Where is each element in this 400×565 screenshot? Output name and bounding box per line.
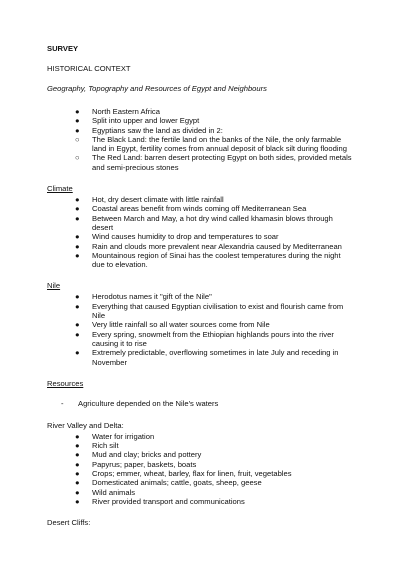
bullet-marker: ● [75, 450, 80, 460]
list-item [47, 116, 354, 125]
list-item [47, 330, 354, 349]
list-item [47, 450, 354, 459]
list-item-text: The Black Land: the fertile land on the banks of the Nile, the only farmable land in Egypt, fertility comes from annual deposit of black silt during flooding [92, 134, 347, 154]
bullet-marker: ● [75, 441, 80, 451]
bullet-marker: ● [75, 116, 80, 126]
list-item-text: Between March and May, a hot dry wind called khamasin blows through desert [92, 213, 333, 232]
list-item [47, 232, 354, 241]
bullet-marker: ● [75, 478, 80, 488]
bullet-marker: ● [75, 320, 80, 330]
bullet-marker: ● [75, 348, 80, 358]
resources-heading: Resources [47, 378, 84, 388]
list-item-text: Domesticated animals; cattle, goats, sheep, geese [92, 478, 262, 488]
list-item-text: River provided transport and communications [92, 496, 245, 506]
bullet-marker: ● [75, 213, 80, 223]
list-item [47, 348, 354, 367]
list-item [47, 320, 354, 329]
dash-item-text: Agriculture depended on the Nile's waters [78, 398, 219, 408]
list-item-text: Mountainous region of Sinai has the coolest temperatures during the night due to elevation. [92, 250, 341, 270]
list-item [47, 292, 354, 301]
list-item [47, 441, 354, 450]
bullet-marker: ● [75, 241, 80, 251]
list-item [47, 497, 354, 506]
section-heading-geography: Geography, Topography and Resources of Egypt and Neighbours [47, 84, 267, 93]
list-item [47, 107, 354, 116]
list-item [47, 135, 354, 154]
bullet-marker: ○ [75, 153, 80, 163]
page-subtitle: HISTORICAL CONTEXT [47, 64, 131, 73]
list-item-text: Everything that caused Egyptian civilisation to exist and flourish came from Nile [92, 301, 344, 321]
list-item [47, 204, 354, 213]
bullet-marker: ● [75, 204, 80, 214]
list-item-text: Egyptians saw the land as divided in 2: [92, 125, 223, 135]
nile-heading: Nile [47, 281, 61, 291]
bullet-marker: ● [75, 195, 80, 205]
list-item-text: Rain and clouds more prevalent near Alexandria caused by Mediterranean [92, 241, 342, 251]
list-item [47, 488, 354, 497]
desert-cliffs-heading: Desert Cliffs: [47, 518, 91, 528]
list-item-text: Extremely predictable, overflowing sometimes in late July and receding in November [92, 348, 339, 367]
list-item-text: The Red Land: barren desert protecting Egypt on both sides, provided metals and semi-precious stones [92, 153, 352, 172]
dash-marker: - [61, 398, 64, 408]
bullet-marker: ● [75, 250, 80, 260]
bullet-marker: ● [75, 232, 80, 242]
bullet-marker: ● [75, 487, 80, 497]
bullet-marker: ● [75, 301, 80, 311]
list-item [47, 195, 354, 204]
bullet-marker: ● [75, 292, 80, 302]
list-item [47, 478, 354, 487]
bullet-marker: ● [75, 329, 80, 339]
bullet-marker: ● [75, 496, 80, 506]
list-item [47, 153, 354, 172]
list-item-text: Wild animals [92, 487, 136, 497]
bullet-marker: ● [75, 459, 80, 469]
river-valley-list [47, 432, 354, 506]
list-item-text: Rich silt [92, 441, 119, 451]
page-title: SURVEY [47, 44, 79, 53]
list-item [47, 432, 354, 441]
list-item [47, 126, 354, 135]
list-item-text: Papyrus; paper, baskets, boats [92, 459, 197, 469]
bullet-marker: ● [75, 469, 80, 479]
list-item [47, 242, 354, 251]
list-item [47, 302, 354, 321]
bullet-marker: ● [75, 431, 80, 441]
list-item-text: Coastal areas benefit from winds coming off Mediterranean Sea [92, 204, 307, 214]
list-item [47, 460, 354, 469]
climate-heading: Climate [47, 184, 73, 194]
bullet-marker: ● [75, 107, 80, 116]
list-item-text: Mud and clay; bricks and pottery [92, 450, 202, 460]
resources-dash-item [47, 399, 354, 409]
list-item-text: Hot, dry desert climate with little rainfall [92, 195, 224, 205]
climate-list [47, 195, 354, 269]
list-item-text: Herodotus names it "gift of the Nile" [92, 292, 212, 302]
list-item [47, 214, 354, 233]
bullet-marker: ● [75, 125, 80, 135]
list-item-text: Every spring, snowmelt from the Ethiopian highlands pours into the river causing it to rise [92, 329, 334, 348]
bullet-marker: ○ [75, 134, 80, 144]
list-item-text: Wind causes humidity to drop and temperatures to soar [92, 232, 279, 242]
list-item-text: Split into upper and lower Egypt [92, 116, 200, 126]
list-item-text: North Eastern Africa [92, 107, 160, 116]
list-item [47, 251, 354, 270]
list-item-text: Crops; emmer, wheat, barley, flax for linen, fruit, vegetables [92, 469, 292, 479]
intro-list [47, 107, 354, 172]
list-item-text: Water for irrigation [92, 431, 155, 441]
list-item-text: Very little rainfall so all water sources come from Nile [92, 320, 270, 330]
river-valley-heading: River Valley and Delta: [47, 420, 124, 430]
list-item [47, 469, 354, 478]
nile-list [47, 292, 354, 366]
